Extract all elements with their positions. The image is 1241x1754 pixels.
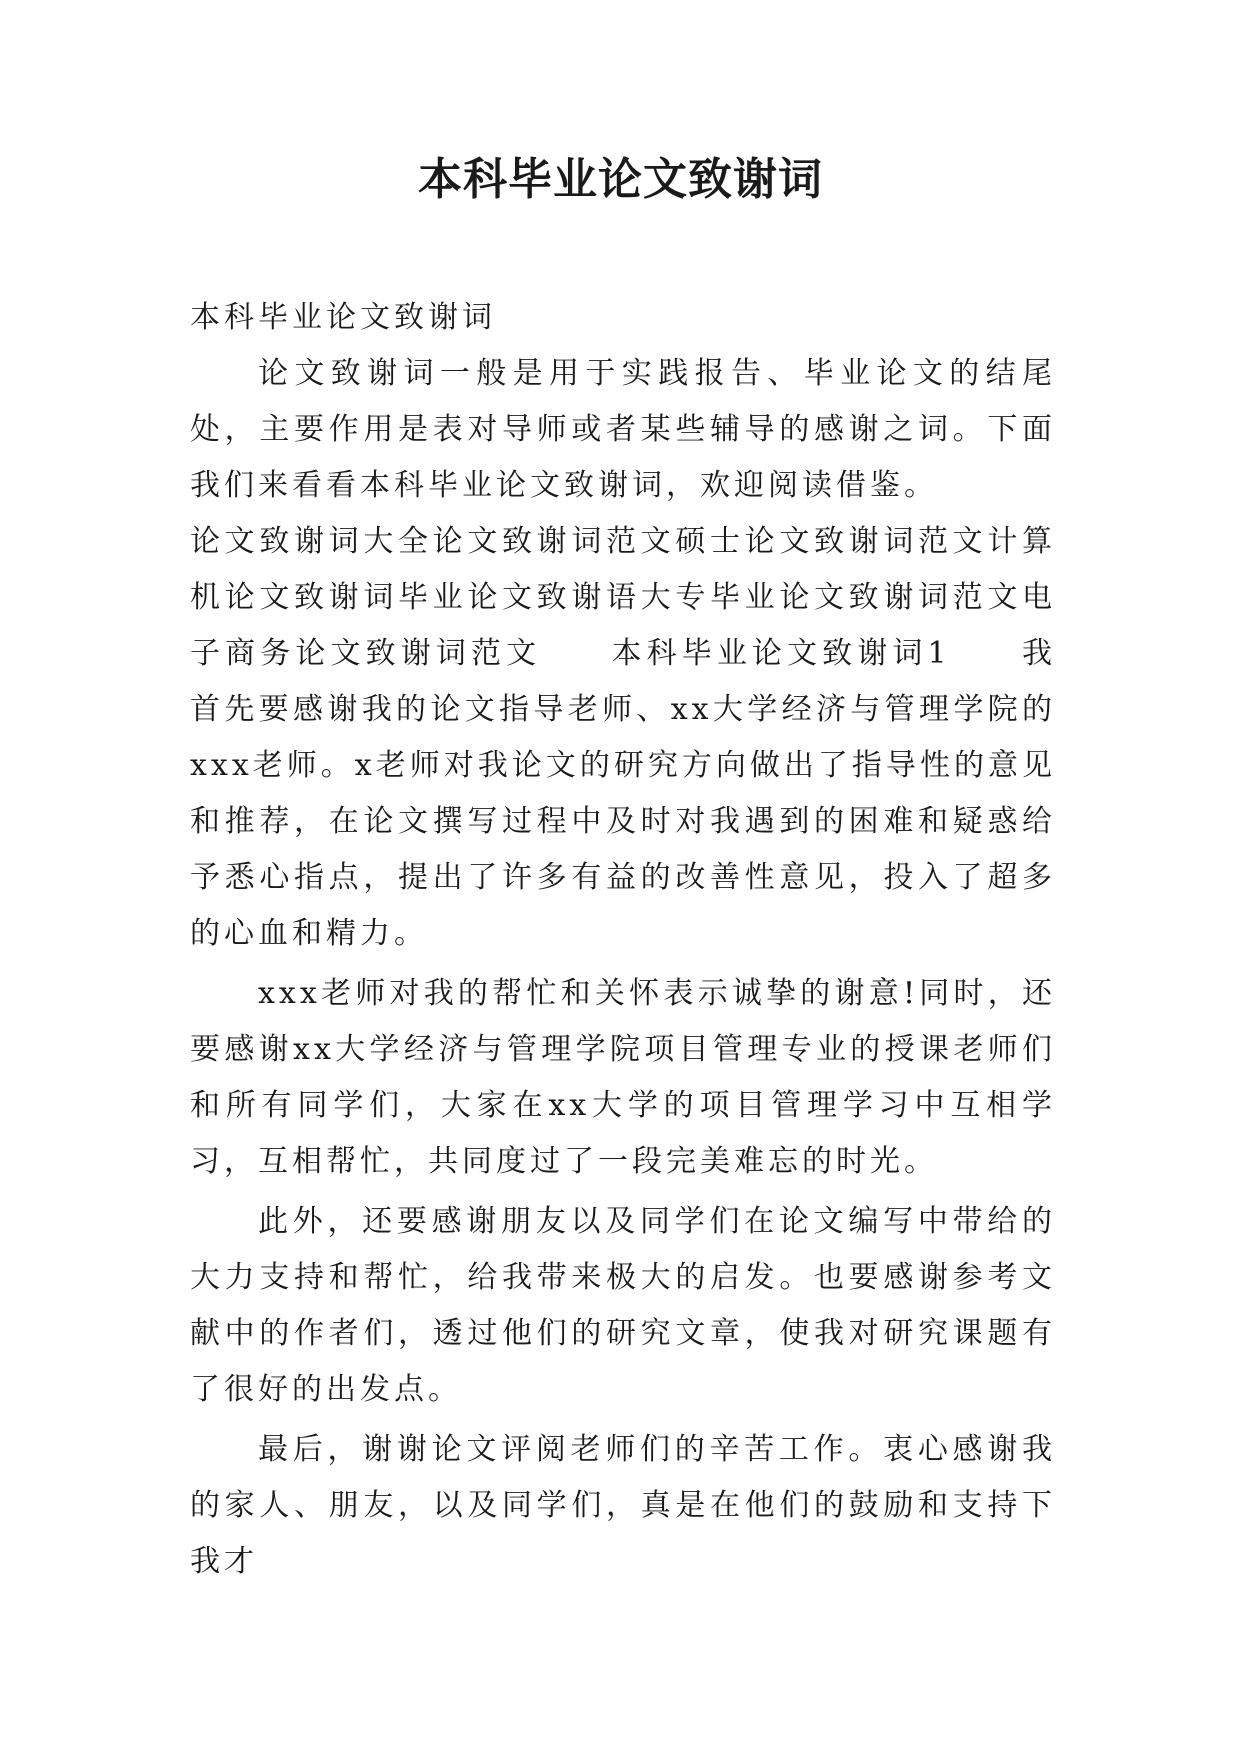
paragraph-intro: 论文致谢词一般是用于实践报告、毕业论文的结尾处，主要作用是表对导师或者某些辅导的感谢之词。下面我们来看看本科毕业论文致谢词，欢迎阅读借鉴。: [190, 356, 1056, 503]
document-body: [190, 290, 1056, 1590]
paragraph-thanks-friends: 此外，还要感谢朋友以及同学们在论文编写中带给的大力支持和帮忙，给我带来极大的启发。也要感谢参考文献中的作者们，透过他们的研究文章，使我对研究课题有了很好的出发点。: [190, 1204, 1056, 1407]
paragraph-thanks-teachers: xxx老师对我的帮忙和关怀表示诚挚的谢意!同时，还要感谢xx大学经济与管理学院项目管理专业的授课老师们和所有同学们，大家在xx大学的项目管理学习中互相学习，互相帮忙，共同度过了一段完美难忘的时光。: [190, 976, 1056, 1179]
document-title: 本科毕业论文致谢词: [418, 154, 823, 205]
paragraph-final-thanks: 最后，谢谢论文评阅老师们的辛苦工作。衷心感谢我的家人、朋友，以及同学们，真是在他们的鼓励和支持下我才: [190, 1432, 1056, 1579]
paragraph-heading: 本科毕业论文致谢词: [190, 300, 496, 335]
paragraph-links-and-thanks: 论文致谢词大全论文致谢词范文硕士论文致谢词范文计算机论文致谢词毕业论文致谢语大专毕业论文致谢词范文电子商务论文致谢词范文 本科毕业论文致谢词1 我首先要感谢我的论文指导老师、xx大学经济与管理学院的xxx老师。x老师对我论文的研究方向做出了指导性的意见和推荐，在论文撰写过程中及时对我遇到的困难和疑惑给予悉心指点，提出了许多有益的改善性意见，投入了超多的心血和精力。: [190, 524, 1056, 951]
